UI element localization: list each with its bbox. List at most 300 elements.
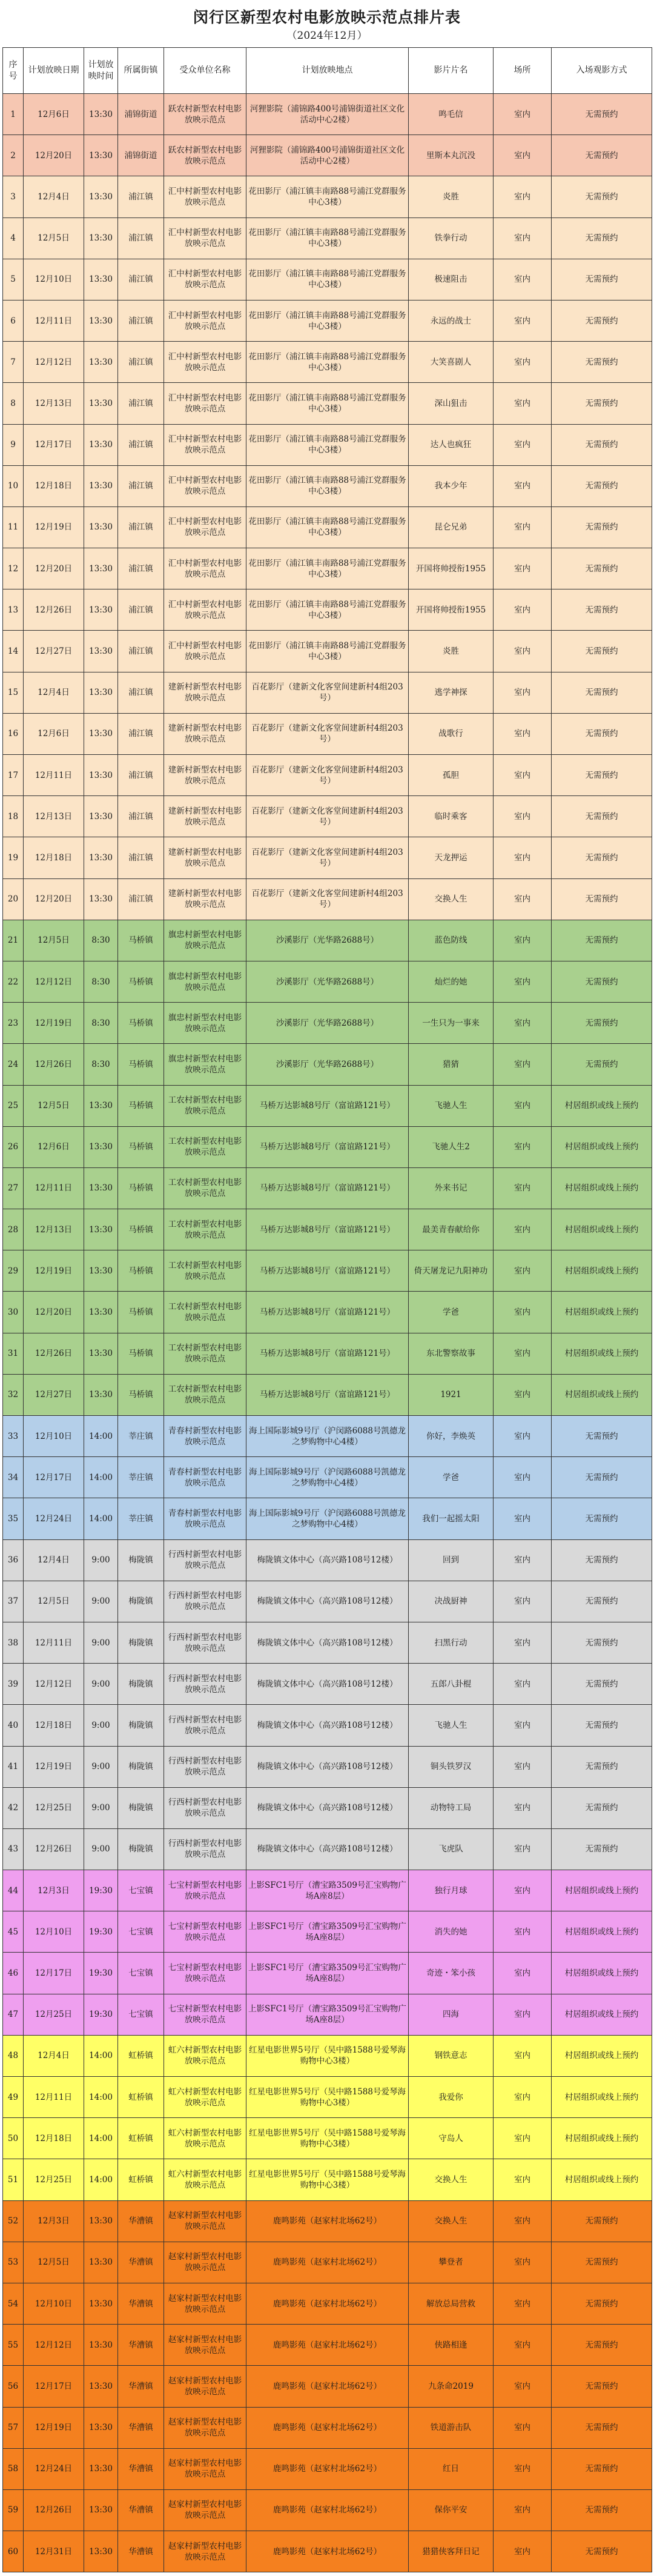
cell-entry: 无需预约 xyxy=(552,506,652,548)
cell-film: 猎猎侠客拜日记 xyxy=(409,2531,494,2572)
cell-town: 虹桥镇 xyxy=(118,2159,164,2200)
cell-entry: 无需预约 xyxy=(552,135,652,176)
cell-town: 浦江镇 xyxy=(118,755,164,796)
cell-venue: 室内 xyxy=(494,2159,552,2200)
cell-date: 12月24日 xyxy=(24,2448,84,2489)
cell-date: 12月26日 xyxy=(24,1828,84,1870)
cell-index: 59 xyxy=(3,2489,24,2531)
cell-film: 红日 xyxy=(409,2448,494,2489)
cell-time: 13:30 xyxy=(84,2531,118,2572)
cell-place: 梅陇镇文体中心（高兴路108号12楼） xyxy=(246,1581,409,1622)
cell-film: 铜头铁罗汉 xyxy=(409,1746,494,1787)
cell-index: 49 xyxy=(3,2077,24,2118)
table-row xyxy=(3,2159,652,2200)
cell-place: 花田影厅（浦江镇丰南路88号浦江党群服务中心3楼） xyxy=(246,506,409,548)
cell-unit: 七宝村新型农村电影放映示范点 xyxy=(164,1994,246,2035)
cell-date: 12月4日 xyxy=(24,2035,84,2076)
cell-venue: 室内 xyxy=(494,2489,552,2531)
cell-film: 飞虎队 xyxy=(409,1828,494,1870)
cell-index: 16 xyxy=(3,713,24,754)
cell-town: 马桥镇 xyxy=(118,920,164,961)
cell-film: 学爸 xyxy=(409,1457,494,1498)
table-row xyxy=(3,1828,652,1870)
cell-film: 飞驰人生 xyxy=(409,1085,494,1126)
cell-town: 马桥镇 xyxy=(118,1085,164,1126)
cell-entry: 村居组织或线上预约 xyxy=(552,1209,652,1250)
cell-place: 马桥万达影城8号厅（富谊路121号） xyxy=(246,1126,409,1167)
cell-date: 12月17日 xyxy=(24,2366,84,2407)
cell-time: 9:00 xyxy=(84,1622,118,1663)
cell-venue: 室内 xyxy=(494,2118,552,2159)
cell-time: 14:00 xyxy=(84,2077,118,2118)
cell-index: 30 xyxy=(3,1292,24,1333)
cell-date: 12月25日 xyxy=(24,1787,84,1828)
cell-unit: 七宝村新型农村电影放映示范点 xyxy=(164,1953,246,1994)
table-row xyxy=(3,2242,652,2283)
cell-entry: 无需预约 xyxy=(552,300,652,341)
cell-time: 13:30 xyxy=(84,2325,118,2366)
cell-place: 鹿鸣影苑（赵家村北场62号） xyxy=(246,2325,409,2366)
cell-place: 花田影厅（浦江镇丰南路88号浦江党群服务中心3楼） xyxy=(246,631,409,672)
cell-place: 马桥万达影城8号厅（富谊路121号） xyxy=(246,1250,409,1292)
cell-venue: 室内 xyxy=(494,2242,552,2283)
cell-place: 百花影厅（建新文化客堂间建新村4组203号） xyxy=(246,796,409,837)
cell-unit: 赵家村新型农村电影放映示范点 xyxy=(164,2242,246,2283)
cell-place: 鹿鸣影苑（赵家村北场62号） xyxy=(246,2366,409,2407)
cell-date: 12月10日 xyxy=(24,259,84,300)
table-row xyxy=(3,1746,652,1787)
cell-venue: 室内 xyxy=(494,135,552,176)
cell-film: 倚天屠龙记九阳神功 xyxy=(409,1250,494,1292)
cell-unit: 汇中村新型农村电影放映示范点 xyxy=(164,548,246,589)
cell-index: 45 xyxy=(3,1911,24,1953)
cell-unit: 行西村新型农村电影放映示范点 xyxy=(164,1828,246,1870)
cell-time: 14:00 xyxy=(84,1498,118,1539)
table-row xyxy=(3,176,652,217)
cell-date: 12月19日 xyxy=(24,1003,84,1044)
cell-film: 解放总局营救 xyxy=(409,2283,494,2324)
cell-unit: 汇中村新型农村电影放映示范点 xyxy=(164,259,246,300)
cell-unit: 虹六村新型农村电影放映示范点 xyxy=(164,2118,246,2159)
cell-entry: 村居组织或线上预约 xyxy=(552,1994,652,2035)
cell-town: 马桥镇 xyxy=(118,961,164,1002)
cell-index: 37 xyxy=(3,1581,24,1622)
cell-date: 12月6日 xyxy=(24,94,84,135)
cell-town: 梅陇镇 xyxy=(118,1705,164,1746)
cell-time: 13:30 xyxy=(84,1209,118,1250)
cell-film: 大笑喜剧人 xyxy=(409,342,494,383)
cell-film: 我爱你 xyxy=(409,2077,494,2118)
cell-place: 上影SFC1号厅（漕宝路3509号汇宝购物广场A座8层） xyxy=(246,1994,409,2035)
cell-venue: 室内 xyxy=(494,1044,552,1085)
cell-town: 华漕镇 xyxy=(118,2448,164,2489)
table-row xyxy=(3,961,652,1002)
cell-date: 12月10日 xyxy=(24,2283,84,2324)
cell-time: 9:00 xyxy=(84,1705,118,1746)
table-row xyxy=(3,589,652,631)
table-row xyxy=(3,2283,652,2324)
cell-date: 12月31日 xyxy=(24,2531,84,2572)
cell-unit: 赵家村新型农村电影放映示范点 xyxy=(164,2325,246,2366)
cell-town: 马桥镇 xyxy=(118,1250,164,1292)
cell-entry: 无需预约 xyxy=(552,1416,652,1457)
cell-index: 8 xyxy=(3,383,24,424)
cell-town: 七宝镇 xyxy=(118,1911,164,1953)
cell-index: 17 xyxy=(3,755,24,796)
cell-index: 24 xyxy=(3,1044,24,1085)
cell-place: 花田影厅（浦江镇丰南路88号浦江党群服务中心3楼） xyxy=(246,383,409,424)
cell-time: 13:30 xyxy=(84,1126,118,1167)
cell-place: 沙溪影厅（光华路2688号） xyxy=(246,961,409,1002)
cell-date: 12月27日 xyxy=(24,1374,84,1415)
cell-index: 38 xyxy=(3,1622,24,1663)
cell-unit: 赵家村新型农村电影放映示范点 xyxy=(164,2531,246,2572)
cell-index: 11 xyxy=(3,506,24,548)
cell-venue: 室内 xyxy=(494,1085,552,1126)
cell-town: 梅陇镇 xyxy=(118,1787,164,1828)
cell-index: 41 xyxy=(3,1746,24,1787)
cell-town: 华漕镇 xyxy=(118,2283,164,2324)
cell-venue: 室内 xyxy=(494,1498,552,1539)
cell-index: 34 xyxy=(3,1457,24,1498)
cell-film: 动物特工局 xyxy=(409,1787,494,1828)
table-header-row xyxy=(3,48,652,94)
cell-index: 5 xyxy=(3,259,24,300)
cell-place: 红星电影世界5号厅（吴中路1588号爱琴海购物中心3楼） xyxy=(246,2035,409,2076)
cell-town: 莘庄镇 xyxy=(118,1416,164,1457)
cell-unit: 汇中村新型农村电影放映示范点 xyxy=(164,589,246,631)
cell-entry: 无需预约 xyxy=(552,878,652,920)
cell-entry: 村居组织或线上预约 xyxy=(552,1292,652,1333)
header-entry: 入场观影方式 xyxy=(552,48,652,94)
cell-venue: 室内 xyxy=(494,837,552,878)
cell-index: 18 xyxy=(3,796,24,837)
schedule-table xyxy=(2,47,652,2572)
cell-unit: 虹六村新型农村电影放映示范点 xyxy=(164,2159,246,2200)
cell-film: 灿烂的她 xyxy=(409,961,494,1002)
cell-entry: 无需预约 xyxy=(552,2283,652,2324)
cell-town: 莘庄镇 xyxy=(118,1457,164,1498)
cell-date: 12月4日 xyxy=(24,1539,84,1581)
cell-place: 百花影厅（建新文化客堂间建新村4组203号） xyxy=(246,755,409,796)
cell-index: 28 xyxy=(3,1209,24,1250)
table-row xyxy=(3,878,652,920)
cell-town: 梅陇镇 xyxy=(118,1746,164,1787)
table-row xyxy=(3,1126,652,1167)
header-unit: 受众单位名称 xyxy=(164,48,246,94)
cell-unit: 工农村新型农村电影放映示范点 xyxy=(164,1250,246,1292)
cell-unit: 工农村新型农村电影放映示范点 xyxy=(164,1374,246,1415)
cell-entry: 村居组织或线上预约 xyxy=(552,1911,652,1953)
cell-unit: 汇中村新型农村电影放映示范点 xyxy=(164,465,246,506)
cell-entry: 无需预约 xyxy=(552,837,652,878)
cell-date: 12月18日 xyxy=(24,465,84,506)
cell-unit: 旗忠村新型农村电影放映示范点 xyxy=(164,1044,246,1085)
cell-index: 51 xyxy=(3,2159,24,2200)
table-row xyxy=(3,1622,652,1663)
cell-unit: 跃农村新型农村电影放映示范点 xyxy=(164,94,246,135)
cell-time: 13:30 xyxy=(84,672,118,713)
cell-place: 河狸影院（浦锦路400号浦锦街道社区文化活动中心2楼） xyxy=(246,94,409,135)
cell-venue: 室内 xyxy=(494,713,552,754)
cell-town: 华漕镇 xyxy=(118,2325,164,2366)
cell-unit: 汇中村新型农村电影放映示范点 xyxy=(164,176,246,217)
cell-time: 13:30 xyxy=(84,176,118,217)
cell-place: 鹿鸣影苑（赵家村北场62号） xyxy=(246,2531,409,2572)
cell-date: 12月4日 xyxy=(24,672,84,713)
cell-time: 13:30 xyxy=(84,342,118,383)
table-row xyxy=(3,94,652,135)
cell-town: 虹桥镇 xyxy=(118,2118,164,2159)
cell-date: 12月12日 xyxy=(24,1664,84,1705)
cell-venue: 室内 xyxy=(494,548,552,589)
cell-venue: 室内 xyxy=(494,300,552,341)
cell-date: 12月6日 xyxy=(24,1126,84,1167)
cell-place: 红星电影世界5号厅（吴中路1588号爱琴海购物中心3楼） xyxy=(246,2077,409,2118)
cell-index: 22 xyxy=(3,961,24,1002)
cell-film: 猎猜 xyxy=(409,1044,494,1085)
cell-unit: 赵家村新型农村电影放映示范点 xyxy=(164,2283,246,2324)
cell-place: 百花影厅（建新文化客堂间建新村4组203号） xyxy=(246,713,409,754)
cell-town: 浦江镇 xyxy=(118,672,164,713)
cell-town: 马桥镇 xyxy=(118,1003,164,1044)
cell-town: 浦江镇 xyxy=(118,878,164,920)
cell-venue: 室内 xyxy=(494,94,552,135)
cell-index: 19 xyxy=(3,837,24,878)
cell-unit: 赵家村新型农村电影放映示范点 xyxy=(164,2448,246,2489)
cell-time: 13:30 xyxy=(84,465,118,506)
cell-entry: 无需预约 xyxy=(552,2200,652,2242)
cell-entry: 无需预约 xyxy=(552,755,652,796)
cell-venue: 室内 xyxy=(494,1664,552,1705)
cell-venue: 室内 xyxy=(494,2283,552,2324)
cell-place: 鹿鸣影苑（赵家村北场62号） xyxy=(246,2283,409,2324)
cell-date: 12月17日 xyxy=(24,1457,84,1498)
cell-date: 12月3日 xyxy=(24,1870,84,1911)
cell-index: 36 xyxy=(3,1539,24,1581)
cell-film: 学爸 xyxy=(409,1292,494,1333)
table-row xyxy=(3,1209,652,1250)
cell-place: 花田影厅（浦江镇丰南路88号浦江党群服务中心3楼） xyxy=(246,424,409,465)
table-row xyxy=(3,1003,652,1044)
cell-unit: 行西村新型农村电影放映示范点 xyxy=(164,1787,246,1828)
cell-date: 12月5日 xyxy=(24,1581,84,1622)
cell-place: 鹿鸣影苑（赵家村北场62号） xyxy=(246,2407,409,2448)
cell-venue: 室内 xyxy=(494,1622,552,1663)
cell-time: 14:00 xyxy=(84,2035,118,2076)
cell-town: 华漕镇 xyxy=(118,2366,164,2407)
cell-unit: 工农村新型农村电影放映示范点 xyxy=(164,1167,246,1209)
cell-entry: 无需预约 xyxy=(552,342,652,383)
cell-time: 14:00 xyxy=(84,1457,118,1498)
cell-film: 独行月球 xyxy=(409,1870,494,1911)
cell-date: 12月5日 xyxy=(24,1085,84,1126)
cell-date: 12月11日 xyxy=(24,755,84,796)
cell-entry: 无需预约 xyxy=(552,961,652,1002)
cell-place: 花田影厅（浦江镇丰南路88号浦江党群服务中心3楼） xyxy=(246,259,409,300)
cell-venue: 室内 xyxy=(494,424,552,465)
table-row xyxy=(3,755,652,796)
table-row xyxy=(3,135,652,176)
table-row xyxy=(3,631,652,672)
cell-unit: 旗忠村新型农村电影放映示范点 xyxy=(164,920,246,961)
cell-date: 12月3日 xyxy=(24,2200,84,2242)
cell-town: 虹桥镇 xyxy=(118,2077,164,2118)
cell-film: 深山狙击 xyxy=(409,383,494,424)
cell-unit: 虹六村新型农村电影放映示范点 xyxy=(164,2077,246,2118)
cell-venue: 室内 xyxy=(494,2407,552,2448)
cell-town: 马桥镇 xyxy=(118,1044,164,1085)
cell-entry: 无需预约 xyxy=(552,713,652,754)
cell-index: 46 xyxy=(3,1953,24,1994)
cell-film: 交换人生 xyxy=(409,2200,494,2242)
cell-town: 梅陇镇 xyxy=(118,1664,164,1705)
cell-place: 梅陇镇文体中心（高兴路108号12楼） xyxy=(246,1787,409,1828)
cell-time: 19:30 xyxy=(84,1911,118,1953)
cell-film: 钢铁意志 xyxy=(409,2035,494,2076)
cell-town: 梅陇镇 xyxy=(118,1622,164,1663)
cell-town: 浦江镇 xyxy=(118,506,164,548)
cell-town: 浦江镇 xyxy=(118,713,164,754)
table-row xyxy=(3,1539,652,1581)
cell-place: 百花影厅（建新文化客堂间建新村4组203号） xyxy=(246,878,409,920)
page-title: 闵行区新型农村电影放映示范点排片表 xyxy=(193,8,461,26)
cell-time: 9:00 xyxy=(84,1828,118,1870)
cell-film: 鸣毛信 xyxy=(409,94,494,135)
cell-time: 9:00 xyxy=(84,1746,118,1787)
cell-time: 13:30 xyxy=(84,94,118,135)
cell-date: 12月11日 xyxy=(24,2077,84,2118)
cell-place: 梅陇镇文体中心（高兴路108号12楼） xyxy=(246,1539,409,1581)
cell-town: 浦江镇 xyxy=(118,589,164,631)
cell-unit: 旗忠村新型农村电影放映示范点 xyxy=(164,961,246,1002)
cell-entry: 无需预约 xyxy=(552,2242,652,2283)
table-row xyxy=(3,713,652,754)
cell-town: 马桥镇 xyxy=(118,1333,164,1374)
cell-index: 3 xyxy=(3,176,24,217)
table-row xyxy=(3,2366,652,2407)
cell-venue: 室内 xyxy=(494,217,552,259)
cell-venue: 室内 xyxy=(494,589,552,631)
cell-date: 12月18日 xyxy=(24,837,84,878)
cell-date: 12月10日 xyxy=(24,1911,84,1953)
cell-venue: 室内 xyxy=(494,1126,552,1167)
cell-place: 马桥万达影城8号厅（富谊路121号） xyxy=(246,1085,409,1126)
cell-entry: 村居组织或线上预约 xyxy=(552,1250,652,1292)
cell-time: 13:30 xyxy=(84,1085,118,1126)
cell-time: 13:30 xyxy=(84,424,118,465)
cell-venue: 室内 xyxy=(494,1250,552,1292)
cell-unit: 青春村新型农村电影放映示范点 xyxy=(164,1498,246,1539)
cell-index: 58 xyxy=(3,2448,24,2489)
cell-town: 浦江镇 xyxy=(118,383,164,424)
cell-place: 红星电影世界5号厅（吴中路1588号爱琴海购物中心3楼） xyxy=(246,2118,409,2159)
table-row xyxy=(3,548,652,589)
cell-time: 13:30 xyxy=(84,2366,118,2407)
cell-time: 13:30 xyxy=(84,2283,118,2324)
cell-entry: 无需预约 xyxy=(552,259,652,300)
cell-entry: 无需预约 xyxy=(552,1044,652,1085)
cell-film: 一生只为一事来 xyxy=(409,1003,494,1044)
cell-index: 1 xyxy=(3,94,24,135)
cell-entry: 无需预约 xyxy=(552,1581,652,1622)
cell-film: 永远的战士 xyxy=(409,300,494,341)
cell-entry: 村居组织或线上预约 xyxy=(552,1126,652,1167)
table-row xyxy=(3,1664,652,1705)
header-date: 计划放映日期 xyxy=(24,48,84,94)
cell-town: 莘庄镇 xyxy=(118,1498,164,1539)
cell-time: 13:30 xyxy=(84,2407,118,2448)
cell-venue: 室内 xyxy=(494,878,552,920)
cell-place: 马桥万达影城8号厅（富谊路121号） xyxy=(246,1209,409,1250)
cell-index: 4 xyxy=(3,217,24,259)
cell-index: 14 xyxy=(3,631,24,672)
cell-entry: 无需预约 xyxy=(552,2531,652,2572)
cell-unit: 汇中村新型农村电影放映示范点 xyxy=(164,631,246,672)
table-row xyxy=(3,1994,652,2035)
cell-entry: 无需预约 xyxy=(552,1705,652,1746)
cell-date: 12月20日 xyxy=(24,1292,84,1333)
cell-venue: 室内 xyxy=(494,2325,552,2366)
cell-date: 12月19日 xyxy=(24,1746,84,1787)
cell-film: 铁道游击队 xyxy=(409,2407,494,2448)
cell-time: 13:30 xyxy=(84,300,118,341)
cell-town: 浦锦街道 xyxy=(118,135,164,176)
table-body xyxy=(3,94,652,2572)
cell-entry: 村居组织或线上预约 xyxy=(552,1333,652,1374)
cell-unit: 建新村新型农村电影放映示范点 xyxy=(164,713,246,754)
cell-venue: 室内 xyxy=(494,1953,552,1994)
table-row xyxy=(3,1167,652,1209)
cell-index: 20 xyxy=(3,878,24,920)
cell-town: 马桥镇 xyxy=(118,1126,164,1167)
cell-date: 12月5日 xyxy=(24,2242,84,2283)
cell-unit: 行西村新型农村电影放映示范点 xyxy=(164,1664,246,1705)
cell-film: 开国将帅授衔1955 xyxy=(409,589,494,631)
cell-date: 12月18日 xyxy=(24,1705,84,1746)
cell-place: 梅陇镇文体中心（高兴路108号12楼） xyxy=(246,1705,409,1746)
page-subtitle: （2024年12月） xyxy=(286,30,368,42)
cell-entry: 无需预约 xyxy=(552,1457,652,1498)
table-row xyxy=(3,2200,652,2242)
cell-town: 浦江镇 xyxy=(118,465,164,506)
cell-unit: 汇中村新型农村电影放映示范点 xyxy=(164,424,246,465)
cell-venue: 室内 xyxy=(494,755,552,796)
cell-town: 华漕镇 xyxy=(118,2531,164,2572)
cell-town: 浦江镇 xyxy=(118,176,164,217)
table-row xyxy=(3,259,652,300)
cell-venue: 室内 xyxy=(494,1994,552,2035)
cell-entry: 村居组织或线上预约 xyxy=(552,1167,652,1209)
cell-date: 12月4日 xyxy=(24,176,84,217)
table-row xyxy=(3,1911,652,1953)
cell-unit: 建新村新型农村电影放映示范点 xyxy=(164,837,246,878)
table-row xyxy=(3,1787,652,1828)
cell-time: 8:30 xyxy=(84,1003,118,1044)
cell-date: 12月19日 xyxy=(24,1250,84,1292)
cell-venue: 室内 xyxy=(494,1870,552,1911)
header-film: 影片片名 xyxy=(409,48,494,94)
cell-index: 23 xyxy=(3,1003,24,1044)
cell-index: 15 xyxy=(3,672,24,713)
table-row xyxy=(3,2325,652,2366)
cell-venue: 室内 xyxy=(494,1787,552,1828)
cell-place: 花田影厅（浦江镇丰南路88号浦江党群服务中心3楼） xyxy=(246,300,409,341)
cell-time: 13:30 xyxy=(84,1333,118,1374)
header-town: 所属街镇 xyxy=(118,48,164,94)
cell-venue: 室内 xyxy=(494,1167,552,1209)
cell-date: 12月11日 xyxy=(24,300,84,341)
